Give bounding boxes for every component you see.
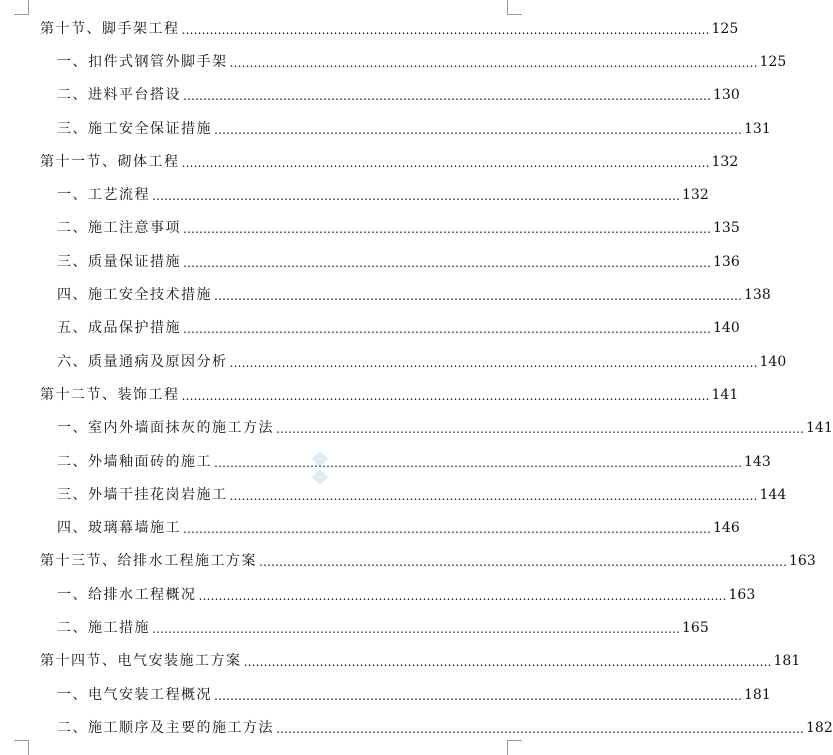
toc-entry-title: 二、施工顺序及主要的施工方法 [57, 719, 274, 736]
toc-leader-dots: …………………………………………………………………………………………………………………… [183, 222, 711, 237]
toc-leader-dots: …………………………………………………………………………………………………………………… [229, 55, 758, 70]
toc-leader-dots: …………………………………………………………………………………………………………………… [183, 255, 711, 270]
toc-page-number: 181 [773, 653, 801, 670]
toc-page-number: 132 [711, 153, 739, 170]
toc-entry[interactable] [40, 711, 833, 744]
toc-leader-dots: …………………………………………………………………………………………………………………… [152, 621, 680, 636]
toc-leader-dots: …………………………………………………………………………………………………………………… [198, 588, 727, 603]
toc-entry-title: 第十三节、给排水工程施工方案 [40, 553, 257, 570]
toc-page-number: 140 [759, 353, 787, 370]
toc-entry[interactable] [40, 345, 787, 378]
toc-page-number: 131 [744, 120, 771, 137]
toc-entry[interactable] [40, 545, 816, 578]
toc-leader-dots: …………………………………………………………………………………………………………………… [214, 289, 742, 304]
toc-entry-title: 第十四节、电气安装施工方案 [40, 653, 242, 670]
toc-entry[interactable] [40, 445, 771, 478]
toc-leader-dots: …………………………………………………………………………………………………………………… [243, 655, 772, 670]
toc-entry-title: 四、施工安全技术措施 [57, 287, 212, 304]
toc-leader-dots: …………………………………………………………………………………………………………………… [259, 555, 787, 570]
toc-entry-title: 二、进料平台搭设 [57, 87, 181, 104]
crop-mark-bottom-left [14, 740, 29, 755]
toc-leader-dots: …………………………………………………………………………………………………………………… [229, 355, 758, 370]
table-of-contents [40, 12, 833, 745]
toc-entry-title: 五、成品保护措施 [57, 320, 181, 337]
toc-entry-title: 一、给排水工程概况 [57, 586, 197, 603]
toc-leader-dots: …………………………………………………………………………………………………………………… [183, 322, 711, 337]
toc-leader-dots: …………………………………………………………………………………………………………………… [181, 22, 710, 37]
toc-page-number: 144 [759, 486, 787, 503]
toc-entry[interactable] [40, 312, 740, 345]
toc-entry[interactable] [40, 145, 739, 178]
toc-entry[interactable] [40, 45, 787, 78]
toc-page-number: 141 [711, 386, 739, 403]
toc-entry[interactable] [40, 645, 801, 678]
toc-entry-title: 一、工艺流程 [57, 187, 150, 204]
toc-entry-title: 六、质量通病及原因分析 [57, 353, 228, 370]
toc-entry-title: 三、质量保证措施 [57, 253, 181, 270]
toc-entry[interactable] [40, 578, 756, 611]
toc-leader-dots: …………………………………………………………………………………………………………………… [276, 721, 804, 736]
toc-leader-dots: …………………………………………………………………………………………………………………… [181, 155, 710, 170]
toc-entry[interactable] [40, 378, 739, 411]
toc-entry-title: 一、室内外墙面抹灰的施工方法 [57, 420, 274, 437]
toc-entry[interactable] [40, 178, 709, 211]
toc-entry-title: 二、施工措施 [57, 619, 150, 636]
toc-page-number: 138 [744, 287, 771, 304]
toc-page-number: 136 [713, 253, 740, 270]
toc-leader-dots: …………………………………………………………………………………………………………………… [152, 189, 680, 204]
toc-page-number: 163 [789, 553, 816, 570]
toc-entry-title: 二、施工注意事项 [57, 220, 181, 237]
toc-page-number: 125 [759, 53, 787, 70]
toc-leader-dots: …………………………………………………………………………………………………………………… [276, 422, 804, 437]
toc-page-number: 165 [682, 619, 709, 636]
toc-entry-title: 三、外墙干挂花岗岩施工 [57, 486, 228, 503]
toc-leader-dots: …………………………………………………………………………………………………………………… [214, 455, 742, 470]
toc-entry-title: 第十节、脚手架工程 [40, 20, 180, 37]
toc-entry[interactable] [40, 112, 771, 145]
toc-entry-title: 四、玻璃幕墙施工 [57, 520, 181, 537]
toc-entry[interactable] [40, 12, 739, 45]
toc-page-number: 141 [806, 420, 833, 437]
crop-mark-top-left [14, 0, 29, 15]
toc-leader-dots: …………………………………………………………………………………………………………………… [183, 89, 711, 104]
toc-entry[interactable] [40, 478, 787, 511]
toc-entry[interactable] [40, 511, 740, 544]
toc-entry-title: 二、外墙釉面砖的施工 [57, 453, 212, 470]
toc-entry[interactable] [40, 79, 740, 112]
toc-page-number: 163 [728, 586, 756, 603]
toc-leader-dots: …………………………………………………………………………………………………………………… [214, 122, 742, 137]
toc-entry-title: 一、扣件式钢管外脚手架 [57, 53, 228, 70]
toc-page-number: 140 [713, 320, 740, 337]
toc-entry[interactable] [40, 611, 709, 644]
toc-page-number: 146 [713, 520, 740, 537]
toc-page-number: 143 [744, 453, 771, 470]
toc-entry-title: 一、电气安装工程概况 [57, 686, 212, 703]
toc-page-number: 125 [711, 20, 739, 37]
toc-page-number: 130 [713, 87, 740, 104]
toc-entry[interactable] [40, 245, 740, 278]
toc-leader-dots: …………………………………………………………………………………………………………………… [181, 388, 710, 403]
toc-leader-dots: …………………………………………………………………………………………………………………… [183, 522, 711, 537]
toc-leader-dots: …………………………………………………………………………………………………………………… [229, 488, 758, 503]
toc-page-number: 135 [713, 220, 740, 237]
toc-leader-dots: …………………………………………………………………………………………………………………… [214, 688, 742, 703]
toc-entry-title: 第十二节、装饰工程 [40, 386, 180, 403]
toc-entry[interactable] [40, 678, 771, 711]
toc-entry[interactable] [40, 412, 833, 445]
toc-entry[interactable] [40, 212, 740, 245]
toc-entry[interactable] [40, 278, 771, 311]
toc-entry-title: 三、施工安全保证措施 [57, 120, 212, 137]
toc-page-number: 181 [744, 686, 771, 703]
toc-page-number: 132 [682, 187, 709, 204]
toc-page-number: 182 [806, 719, 833, 736]
toc-entry-title: 第十一节、砌体工程 [40, 153, 180, 170]
